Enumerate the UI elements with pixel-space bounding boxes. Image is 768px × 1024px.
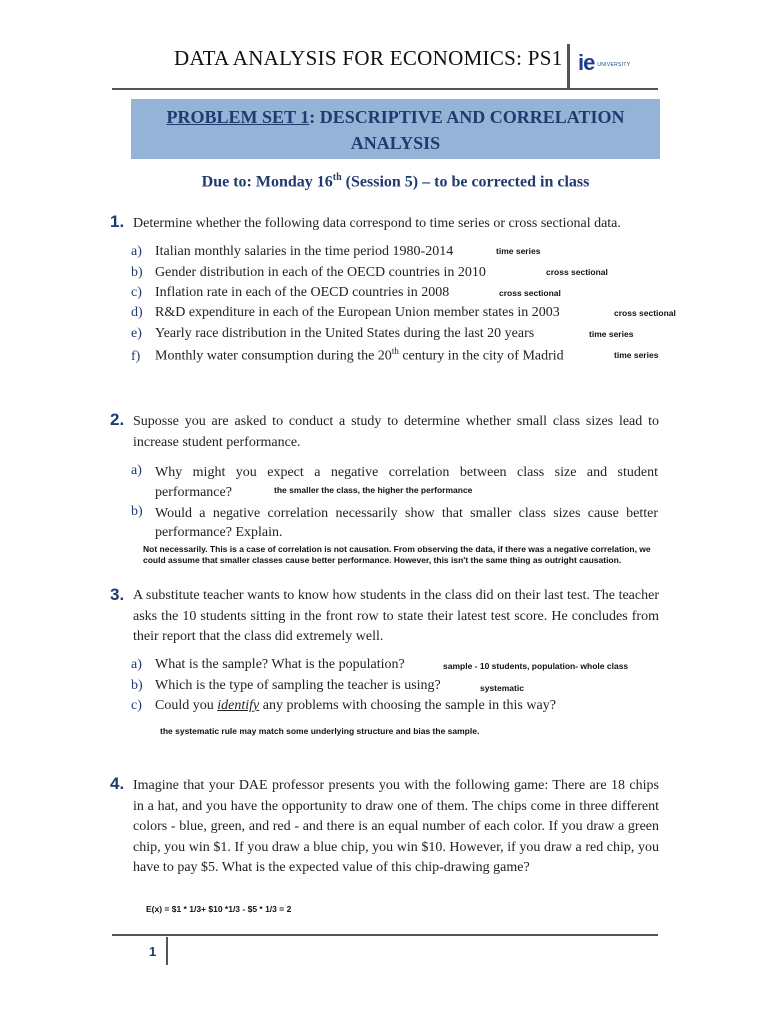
q1f-label: f) [131,348,141,364]
footer-rule [112,934,658,936]
q3a-text: What is the sample? What is the population? [155,657,405,672]
q1d-label: d) [131,305,143,320]
q1-item-d [131,305,560,321]
q1-item-a [131,244,453,260]
header-divider [567,44,570,90]
q1-item-f [131,346,564,365]
q1f-answer: time series [614,350,659,360]
q4-number: 4. [110,774,125,793]
title-rest: : DESCRIPTIVE AND CORRELATION [309,107,625,127]
page-number: 1 [149,944,157,959]
q1b-label: b) [131,265,143,280]
q3-text: A substitute teacher wants to know how students in the class did on their last test. The teacher asks the 10 students sitting in the front row to state their latest test score. He concludes from their report that the class did extremely well. [133,588,659,644]
q1b-answer: cross sectional [546,267,608,277]
q1c-label: c) [131,285,142,300]
q2a-line1: Why might you expect a negative correlation between class size and student [155,465,658,480]
q2a-answer: the smaller the class, the higher the performance [274,485,473,495]
logo-ie-text: ie [578,50,595,75]
q1d-text: R&D expenditure in each of the European Union member states in 2003 [155,305,560,320]
q1f-text-pre: Monthly water consumption during the 20 [155,348,392,364]
footer-divider [166,937,168,965]
q3-item-a [131,657,405,673]
due-pre: Due to: Monday 16 [201,173,333,191]
q4-text: Imagine that your DAE professor presents you with the following game: There are 18 chips in a hat, and you have the opportunity to draw one of them. The chips come in three different colors - blue, green, and red - and there is an equal number of each color. If you draw a green chip, you win $1. If you draw a blue chip, you win $10. However, if you draw a red chip, you have to pay $5. What is the expected value of this chip-drawing game? [133,778,659,875]
due-sup: th [332,172,342,183]
title-line-2: ANALYSIS [350,133,441,153]
due-date [131,172,660,191]
q3c-pre: Could you [155,698,218,713]
q1a-answer: time series [496,246,541,256]
q1f-text-post: century in the city of Madrid [398,348,564,364]
q2-item-b [131,504,155,520]
q2a-line2: performance? [155,485,232,500]
q4-answer: E(x) = $1 * 1/3+ $10 *1/3 - $5 * 1/3 = 2 [146,904,292,914]
document-title: DATA ANALYSIS FOR ECONOMICS: PS1 [174,46,563,70]
q2b-line1: Would a negative correlation necessarily show that smaller class sizes cause better [155,506,658,521]
title-underlined: PROBLEM SET 1 [166,107,310,127]
problem-set-title-box [131,99,660,159]
header-rule [112,88,658,90]
q3-item-c [131,698,556,714]
q3c-answer: the systematic rule may match some underlying structure and bias the sample. [160,726,480,736]
q3b-answer: systematic [480,683,524,693]
title-line-1 [131,107,660,128]
q2-text: Suposse you are asked to conduct a study to determine whether small class sizes lead to increase student performance. [133,414,659,450]
q3c-post: any problems with choosing the sample in this way? [259,698,556,713]
q1e-text: Yearly race distribution in the United States during the last 20 years [155,326,535,341]
q1d-answer: cross sectional [614,308,676,318]
q2b-answer: Not necessarily. This is a case of correlation is not causation. From observing the data, if there was a negative correlation, we could assume that smaller classes cause better performance. However, this isn't the same thing as outright causation. [143,544,651,565]
q3a-answer: sample - 10 students, population- whole class [443,661,629,671]
q1f-sup: th [391,346,399,356]
q2-number: 2. [110,410,125,429]
q2a-label: a) [131,463,142,478]
q1a-label: a) [131,244,142,259]
logo-university-text: UNIVERSITY [597,62,631,68]
q1e-label: e) [131,326,142,341]
q3b-label: b) [131,678,143,693]
q3a-label: a) [131,657,142,672]
due-post: (Session 5) – to be corrected in class [341,173,590,191]
q3b-text: Which is the type of sampling the teacher is using? [155,678,441,693]
q2b-label: b) [131,504,143,519]
q3-number: 3. [110,585,125,604]
q1b-text: Gender distribution in each of the OECD countries in 2010 [155,265,486,280]
q1a-text: Italian monthly salaries in the time period 1980-2014 [155,244,454,259]
q3c-emphasis: identify [217,698,260,713]
q1-item-c [131,285,449,301]
q2-item-a [131,463,155,479]
q1c-text: Inflation rate in each of the OECD countries in 2008 [155,285,450,300]
q1-item-e [131,326,534,342]
q3-item-b [131,678,441,694]
q1e-answer: time series [589,329,634,339]
q1-text: Determine whether the following data correspond to time series or cross sectional data. [133,216,621,231]
q3c-label: c) [131,698,142,713]
q1c-answer: cross sectional [499,288,561,298]
q2b-line2: performance? Explain. [155,525,283,540]
q1-item-b [131,265,486,281]
q1-number: 1. [110,212,125,231]
ie-university-logo [578,50,630,76]
